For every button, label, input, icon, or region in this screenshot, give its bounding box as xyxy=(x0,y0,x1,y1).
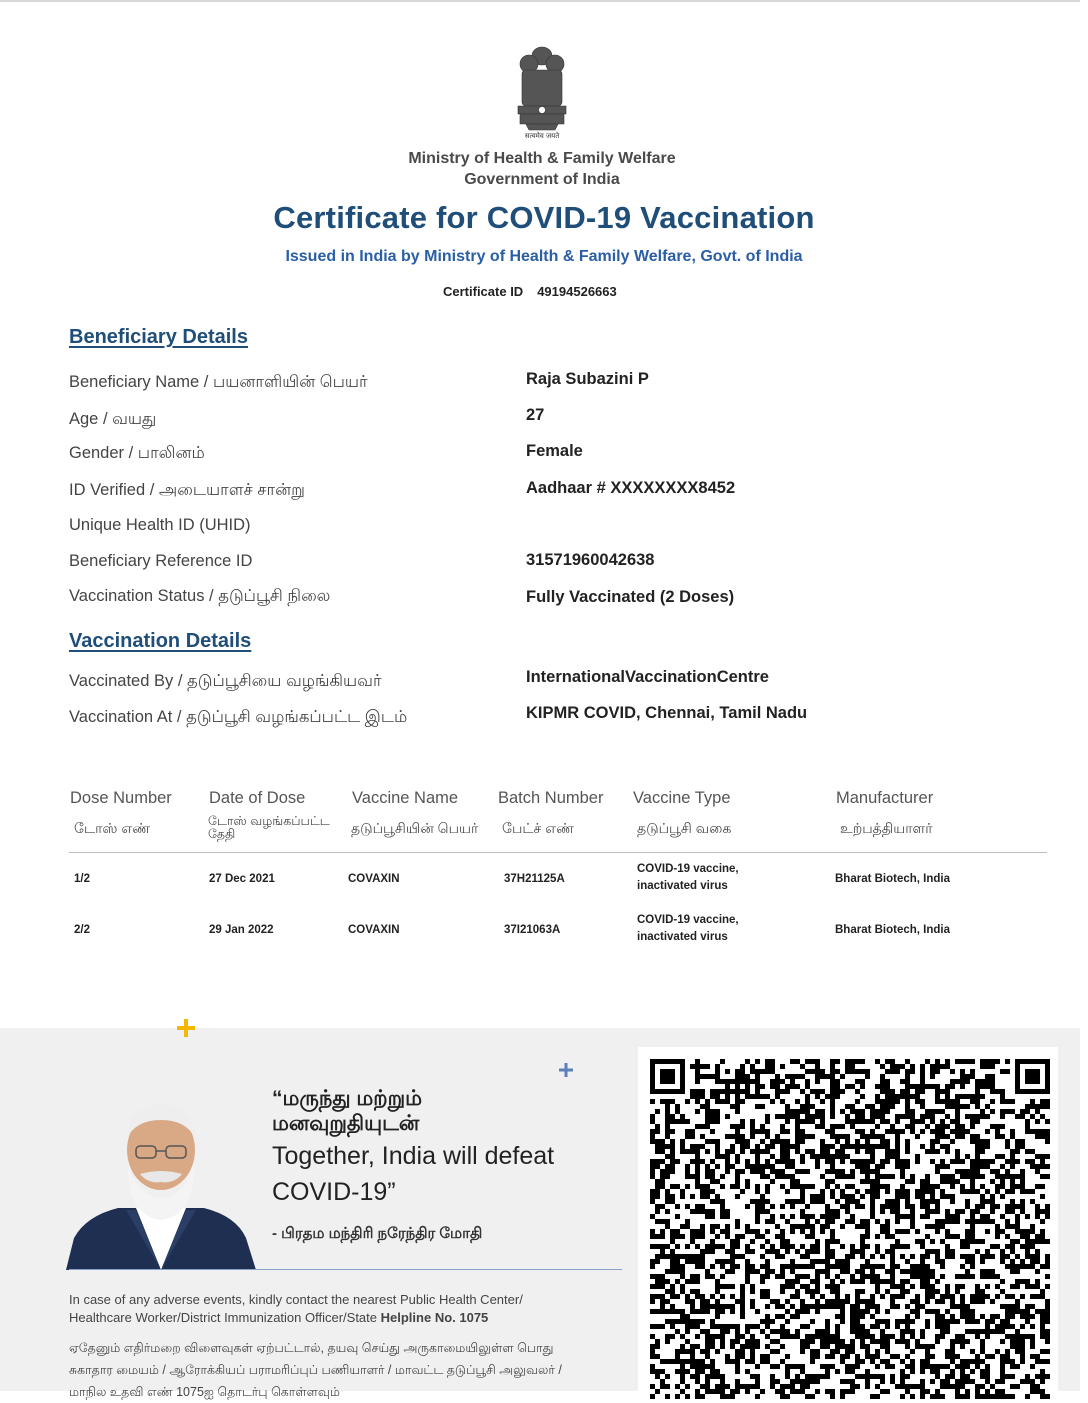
vaccine-type-line-1: COVID-19 vaccine, xyxy=(637,863,739,875)
plus-icon xyxy=(558,1062,574,1078)
notice-tamil-line-3: மாநில உதவி எண் 1075ஐ தொடர்பு கொள்ளவும் xyxy=(69,1385,340,1399)
notice-line-2 xyxy=(69,1309,629,1327)
vaccine-type xyxy=(637,912,739,946)
col-vaccine-name: Vaccine Name xyxy=(352,789,459,807)
quote-tamil-line-1: “மருந்து மற்றும் xyxy=(272,1087,423,1110)
col-date-of-dose: Date of Dose xyxy=(209,789,306,807)
beneficiary-name-label: Beneficiary Name / பயனாளியின் பெயர் xyxy=(69,373,368,391)
beneficiary-heading: Beneficiary Details xyxy=(69,326,248,348)
issued-by: Issued in India by Ministry of Health & Family Welfare, Govt. of India xyxy=(285,248,803,265)
quote-tamil xyxy=(272,1086,422,1136)
manufacturer: Bharat Biotech, India xyxy=(835,873,951,885)
qr-code-icon xyxy=(650,1059,1050,1399)
quote-english xyxy=(272,1138,612,1210)
col-vaccine-type: Vaccine Type xyxy=(633,789,731,807)
prime-minister-portrait xyxy=(66,1098,256,1270)
manufacturer: Bharat Biotech, India xyxy=(835,924,951,936)
beneficiary-name-value: Raja Subazini P xyxy=(526,370,649,388)
id-verified-value: Aadhaar # XXXXXXXX8452 xyxy=(526,479,736,497)
vaccine-type-line-2: inactivated virus xyxy=(637,931,728,943)
table-divider xyxy=(69,852,1047,853)
vaccine-name: COVAXIN xyxy=(348,924,400,936)
quote-english-line-1: Together, India will defeat xyxy=(272,1142,555,1170)
quote-signature: - பிரதம மந்திரி நரேந்திர மோதி xyxy=(272,1225,483,1242)
adverse-event-notice xyxy=(69,1291,629,1327)
plus-icon xyxy=(176,1018,196,1038)
col-manufacturer-ta: உற்பத்தியாளர் xyxy=(840,820,933,836)
national-emblem-icon xyxy=(508,40,576,140)
certificate-id-label: Certificate ID xyxy=(443,284,524,299)
notice-line-2-text: Healthcare Worker/District Immunization Officer/State xyxy=(69,1310,378,1325)
vaccine-type-line-2: inactivated virus xyxy=(637,880,728,892)
ministry-line-1: Ministry of Health & Family Welfare xyxy=(408,150,676,167)
batch-number: 37H21125A xyxy=(504,873,565,885)
vaccine-type xyxy=(637,861,739,895)
notice-tamil-line-1: ஏதேனும் எதிர்மறை விளைவுகள் ஏற்பட்டால், தயவு செய்து அருகாமையிலுள்ள பொது xyxy=(69,1341,554,1355)
age-value: 27 xyxy=(526,406,545,424)
dose-number: 1/2 xyxy=(74,873,90,885)
ministry-name xyxy=(0,148,1084,190)
adverse-event-notice-tamil xyxy=(69,1337,629,1399)
uhid-label: Unique Health ID (UHID) xyxy=(69,516,251,534)
vaccinated-at-value: KIPMR COVID, Chennai, Tamil Nadu xyxy=(526,704,808,722)
batch-number: 37I21063A xyxy=(504,924,561,936)
age-label: Age / வயது xyxy=(69,410,157,428)
col-batch-number: Batch Number xyxy=(498,789,604,807)
vaccine-name: COVAXIN xyxy=(348,873,400,885)
banner-divider xyxy=(69,1269,622,1270)
quote-tamil-line-2: மனவுறுதியுடன் xyxy=(272,1112,420,1135)
col-manufacturer: Manufacturer xyxy=(836,789,934,807)
reference-id-value: 31571960042638 xyxy=(526,551,655,569)
ministry-line-2: Government of India xyxy=(464,171,620,188)
vaccinated-by-value: InternationalVaccinationCentre xyxy=(526,668,769,686)
vaccinated-at-label: Vaccination At / தடுப்பூசி வழங்கப்பட்ட இடம் xyxy=(69,708,408,726)
notice-tamil-line-2: சுகாதார மையம் / ஆரோக்கியப் பராமரிப்புப் பணியாளர் / மாவட்ட தடுப்பூசி அலுவலர் / xyxy=(69,1363,562,1377)
qr-code-panel xyxy=(638,1047,1058,1391)
col-batch-number-ta: பேட்ச் எண் xyxy=(502,820,574,836)
col-vaccine-name-ta: தடுப்பூசியின் பெயர் xyxy=(351,820,479,836)
helpline-number: Helpline No. 1075 xyxy=(380,1310,489,1325)
gender-label: Gender / பாலினம் xyxy=(69,444,205,462)
certificate-id-value: 49194526663 xyxy=(537,284,617,299)
col-dose-number: Dose Number xyxy=(70,789,172,807)
dose-date: 27 Dec 2021 xyxy=(209,873,275,885)
emblem-motto: सत्यमेव जयते xyxy=(524,132,560,140)
vaccination-heading: Vaccination Details xyxy=(69,630,252,652)
vaccinated-by-label: Vaccinated By / தடுப்பூசியை வழங்கியவர் xyxy=(69,672,382,690)
gender-value: Female xyxy=(526,442,583,460)
vaccine-type-line-1: COVID-19 vaccine, xyxy=(637,914,739,926)
dose-date: 29 Jan 2022 xyxy=(209,924,274,936)
quote-english-line-2: COVID-19” xyxy=(272,1178,396,1206)
col-date-of-dose-ta: டோஸ் வழங்கப்பட்ட தேதி xyxy=(208,814,330,841)
vaccination-status-label: Vaccination Status / தடுப்பூசி நிலை xyxy=(69,587,331,605)
vaccination-status-value: Fully Vaccinated (2 Doses) xyxy=(526,588,735,606)
col-vaccine-type-ta: தடுப்பூசி வகை xyxy=(637,820,732,836)
col-dose-number-ta: டோஸ் எண் xyxy=(74,820,151,836)
dose-number: 2/2 xyxy=(74,924,90,936)
notice-line-1: In case of any adverse events, kindly contact the nearest Public Health Center/ xyxy=(69,1292,523,1307)
top-border xyxy=(0,0,1080,2)
certificate-title: Certificate for COVID-19 Vaccination xyxy=(273,200,815,235)
id-verified-label: ID Verified / அடையாளச் சான்று xyxy=(69,481,305,499)
certificate-id xyxy=(443,284,617,299)
reference-id-label: Beneficiary Reference ID xyxy=(69,552,253,570)
